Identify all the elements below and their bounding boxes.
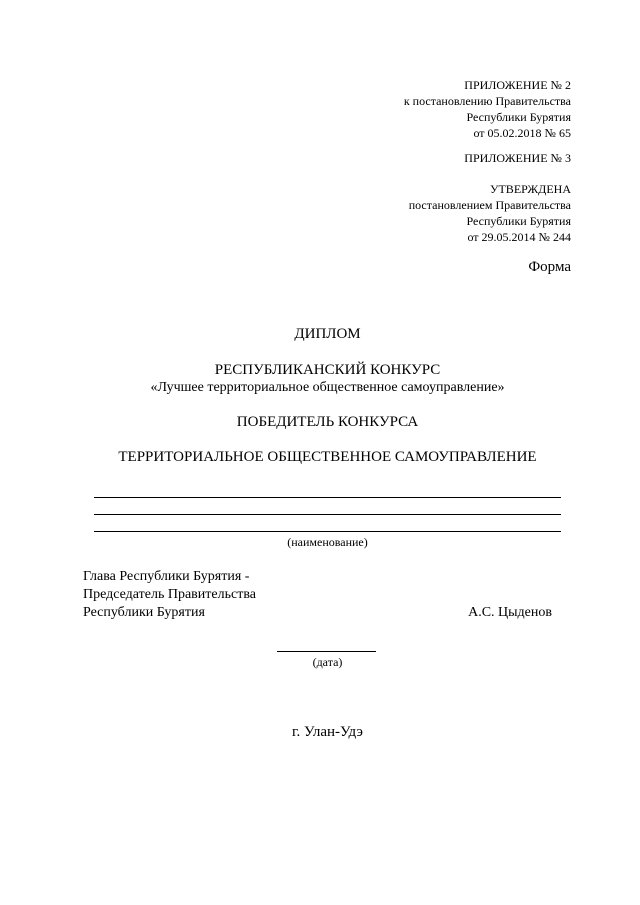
appendix-2-line-3: от 05.02.2018 № 65: [473, 126, 571, 140]
signatory-name: А.С. Цыденов: [468, 605, 552, 620]
signatory-line-1: Глава Республики Бурятия -: [83, 569, 250, 584]
appendix-2-line-1: к постановлению Правительства: [403, 94, 571, 108]
contest-title: РЕСПУБЛИКАНСКИЙ КОНКУРС: [214, 362, 441, 378]
signatory-line-3: Республики Бурятия: [83, 605, 205, 620]
approved-line-1: постановлением Правительства: [408, 198, 571, 212]
approved-line-3: от 29.05.2014 № 244: [467, 230, 571, 244]
name-line-3: [94, 531, 561, 532]
contest-name: «Лучшее территориальное общественное самоуправление»: [150, 380, 505, 395]
winner-title: ПОБЕДИТЕЛЬ КОНКУРСА: [236, 414, 419, 430]
diploma-title: ДИПЛОМ: [294, 326, 361, 342]
signatory-title: [83, 568, 256, 622]
appendix-2-line-2: Республики Бурятия: [466, 110, 571, 124]
name-line-2: [94, 514, 561, 515]
appendix-3-title: ПРИЛОЖЕНИЕ № 3: [464, 151, 571, 165]
date-line: [277, 651, 376, 652]
appendix-2-block: [404, 77, 571, 141]
signatory-line-2: Председатель Правительства: [83, 587, 256, 602]
date-caption: (дата): [312, 655, 343, 669]
approved-block: [409, 181, 571, 245]
approved-line-2: Республики Бурятия: [466, 214, 571, 228]
appendix-3-block: [464, 150, 571, 166]
name-caption: (наименование): [287, 535, 368, 549]
city: г. Улан-Удэ: [291, 724, 363, 740]
entity-title: ТЕРРИТОРИАЛЬНОЕ ОБЩЕСТВЕННОЕ САМОУПРАВЛЕНИЕ: [118, 449, 537, 465]
name-line-1: [94, 497, 561, 498]
appendix-2-title: ПРИЛОЖЕНИЕ № 2: [464, 78, 571, 92]
approved-title: УТВЕРЖДЕНА: [489, 182, 571, 196]
form-label: Форма: [528, 259, 571, 275]
